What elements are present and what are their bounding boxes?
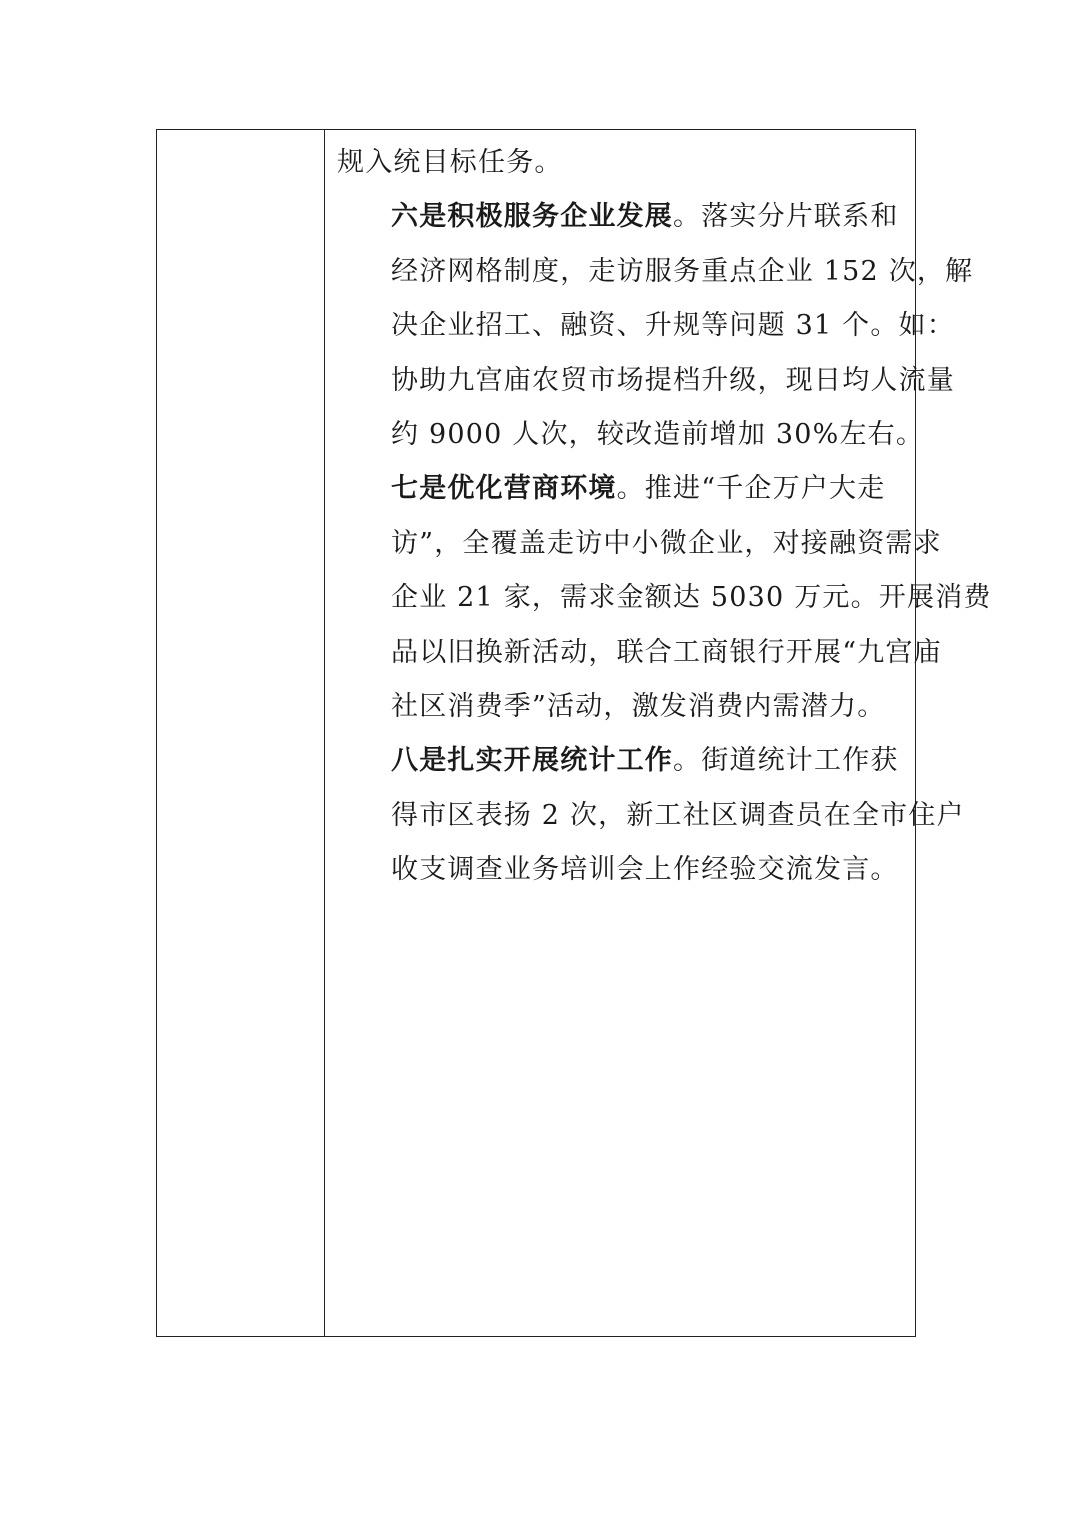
text-line: 得市区表扬 2 次，新工社区调查员在全市住户	[391, 799, 965, 831]
text-line: 品以旧换新活动，联合工商银行开展“九宫庙	[391, 636, 942, 668]
paragraph-lead: 七是优化营商环境	[391, 473, 617, 505]
text-line	[337, 190, 992, 244]
text-line: 收支调查业务培训会上作经验交流发言。	[391, 854, 899, 886]
paragraph-lead: 六是积极服务企业发展	[391, 201, 673, 233]
text-segment: 。街道统计工作获	[673, 745, 899, 777]
text-line: 经济网格制度，走访服务重点企业 152 次，解	[391, 255, 974, 287]
text-line: 访”，全覆盖走访中小微企业，对接融资需求	[391, 527, 942, 559]
text-line: 社区消费季”活动，激发消费内需潜力。	[391, 691, 886, 723]
text-line: 企业 21 家，需求金额达 5030 万元。开展消费	[391, 582, 992, 614]
text-line: 协助九宫庙农贸市场提档升级，现日均人流量	[391, 364, 955, 396]
paragraph-six	[337, 190, 992, 462]
text-segment: 。推进“千企万户大走	[616, 473, 886, 505]
text-segment: 。落实分片联系和	[673, 201, 899, 233]
table-left-cell	[157, 130, 325, 1336]
text-line: 约 9000 人次，较改造前增加 30%左右。	[391, 419, 925, 451]
content-table	[156, 129, 992, 1337]
text-line: 决企业招工、融资、升规等问题 31 个。如：	[391, 310, 955, 342]
paragraph-seven	[337, 462, 992, 734]
paragraph-eight	[337, 734, 992, 897]
text-line	[337, 734, 992, 788]
body-text	[337, 136, 992, 898]
table-right-cell	[325, 130, 1002, 1336]
paragraph-lead: 八是扎实开展统计工作	[391, 745, 673, 777]
text-line: 规入统目标任务。	[337, 147, 563, 178]
paragraph-continuation	[337, 136, 992, 190]
text-line	[337, 462, 992, 516]
